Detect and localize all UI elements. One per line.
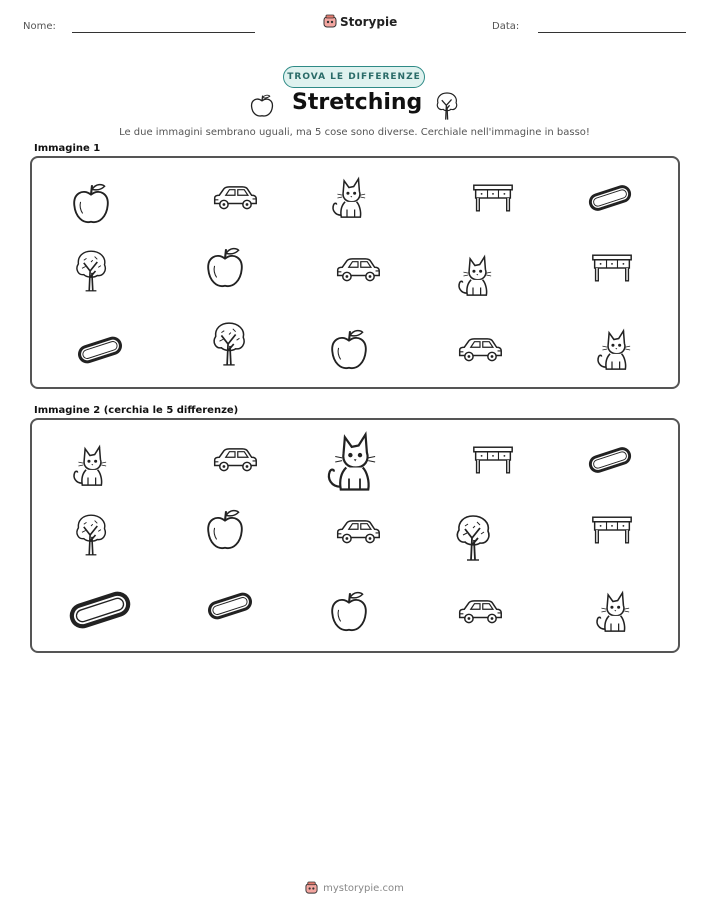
desk-icon (591, 252, 633, 284)
band-icon[interactable] (67, 591, 133, 629)
tree-icon (210, 321, 248, 367)
apple-icon (70, 181, 112, 227)
footer-url: mystorypie.com (323, 882, 404, 894)
storypie-logo-icon (305, 881, 318, 895)
picture-panel-1 (30, 156, 680, 389)
picture-panel-2[interactable] (30, 418, 680, 653)
band-icon (587, 185, 633, 211)
tree-icon (434, 91, 460, 121)
car-icon[interactable] (456, 598, 504, 626)
tree-icon (73, 248, 109, 294)
cat-icon (452, 252, 494, 300)
tree-icon[interactable] (453, 514, 493, 562)
name-field[interactable] (72, 32, 255, 33)
footer (0, 881, 709, 895)
find-differences-badge: TROVA LE DIFFERENZE (283, 66, 425, 88)
storypie-logo (323, 14, 397, 29)
storypie-logo-icon (323, 14, 337, 29)
apple-icon (328, 327, 370, 373)
cat-icon (326, 175, 368, 221)
panel-1-label: Immagine 1 (34, 143, 101, 154)
cat-icon (591, 327, 633, 373)
apple-icon (204, 245, 246, 291)
cat-icon[interactable] (312, 429, 386, 495)
logo-text: Storypie (340, 14, 398, 29)
apple-icon (249, 92, 275, 120)
date-label: Data: (492, 21, 520, 32)
desk-icon (472, 182, 514, 214)
band-icon (76, 336, 124, 364)
car-icon (456, 336, 504, 364)
car-icon[interactable] (211, 446, 259, 474)
apple-icon[interactable] (328, 589, 370, 635)
apple-icon[interactable] (204, 507, 246, 553)
car-icon (334, 256, 382, 284)
cat-icon[interactable] (590, 588, 632, 636)
car-icon (211, 184, 259, 212)
car-icon[interactable] (334, 518, 382, 546)
desk-icon[interactable] (472, 444, 514, 476)
desk-icon[interactable] (591, 514, 633, 546)
date-field[interactable] (538, 32, 686, 33)
tree-icon[interactable] (73, 512, 109, 558)
instructions: Le due immagini sembrano uguali, ma 5 cose sono diverse. Cerchiale nell'immagine in basso! (119, 127, 590, 138)
name-label: Nome: (23, 21, 56, 32)
band-icon[interactable] (206, 592, 254, 620)
cat-icon[interactable] (67, 442, 109, 490)
page-title: Stretching (292, 90, 423, 115)
band-icon[interactable] (587, 447, 633, 473)
panel-2-label: Immagine 2 (cerchia le 5 differenze) (34, 405, 239, 416)
